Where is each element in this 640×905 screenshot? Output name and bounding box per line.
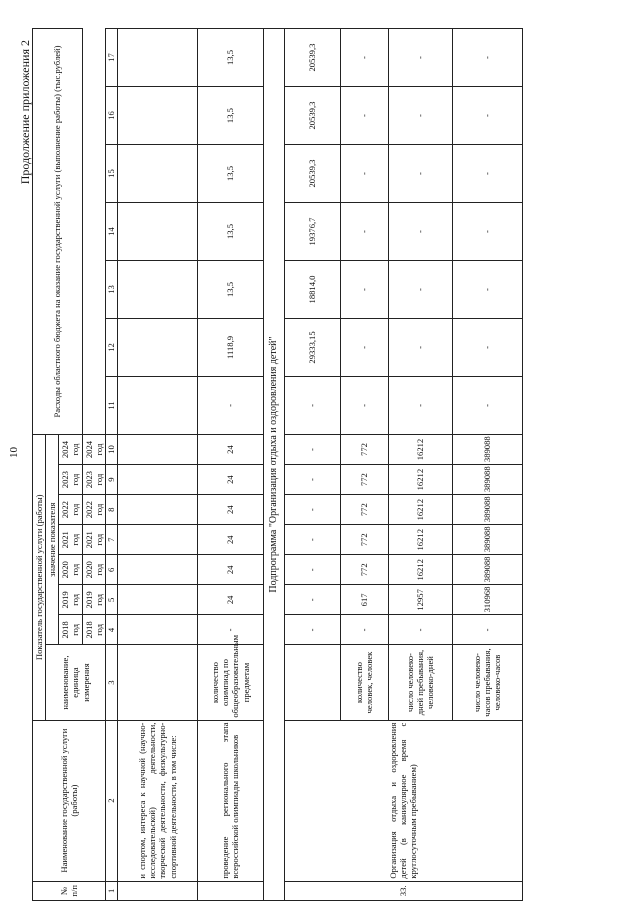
value-cell: - <box>388 318 452 376</box>
col-number: 14 <box>105 203 117 261</box>
value-cell: - <box>340 615 388 645</box>
row-no <box>197 881 263 900</box>
page-number: 10 <box>8 447 20 458</box>
service-name: проведение регионального этапа всероссийской олимпиады школьников <box>197 720 263 881</box>
value-cell: - <box>284 465 340 495</box>
col-number: 8 <box>105 495 117 525</box>
col-number: 17 <box>105 29 117 87</box>
value-cell: 13,5 <box>197 261 263 319</box>
subprogram-row <box>263 29 284 901</box>
value-cell: - <box>340 376 388 434</box>
value-cell: - <box>284 525 340 555</box>
col-number: 7 <box>105 525 117 555</box>
subprogram-title: Подпрограмма "Организация отдыха и оздоровления детей" <box>263 29 284 901</box>
col-number: 5 <box>105 585 117 615</box>
value-cell <box>117 318 197 376</box>
value-cell: 772 <box>340 495 388 525</box>
year-2021: 2021 год <box>59 525 82 555</box>
value-cell: - <box>197 376 263 434</box>
value-cell: 16212 <box>388 555 452 585</box>
value-cell <box>117 376 197 434</box>
value-cell: - <box>340 261 388 319</box>
col-number: 6 <box>105 555 117 585</box>
value-cell <box>117 434 197 464</box>
header-col-name: Наименование государственной услуги (работы) <box>33 720 106 881</box>
unit-cell: количество олимпиад по общеобразовательным предметам <box>197 645 263 720</box>
value-cell <box>117 29 197 87</box>
services-table <box>32 28 523 901</box>
col-number: 4 <box>105 615 117 645</box>
value-cell: 16212 <box>388 525 452 555</box>
year-2020: 2020 год <box>59 555 82 585</box>
value-cell: 389088 <box>452 465 522 495</box>
col-number: 13 <box>105 261 117 319</box>
value-cell: 16212 <box>388 495 452 525</box>
value-cell: - <box>340 318 388 376</box>
value-cell <box>117 555 197 585</box>
value-cell: 29333,15 <box>284 318 340 376</box>
year-2022: 2022 год <box>59 495 82 525</box>
header-expenses: Расходы областного бюджета на оказание государственной услуги (выполнение работы) (тыс.рублей) <box>33 29 83 435</box>
value-cell <box>117 203 197 261</box>
year-2023: 2023 год <box>59 465 82 495</box>
value-cell: 772 <box>340 465 388 495</box>
value-cell: 20539,3 <box>284 87 340 145</box>
exp-year-2023: 2023 год <box>82 465 105 495</box>
value-cell <box>117 525 197 555</box>
value-cell: 310968 <box>452 585 522 615</box>
value-cell: - <box>388 145 452 203</box>
col-number: 15 <box>105 145 117 203</box>
continuation-label: Продолжение приложения 2 <box>18 40 32 185</box>
value-cell: 1118,9 <box>197 318 263 376</box>
row-no: 33. <box>284 881 522 900</box>
exp-year-2020: 2020 год <box>82 555 105 585</box>
exp-year-2021: 2021 год <box>82 525 105 555</box>
header-col-no: № п/п <box>33 881 106 900</box>
value-cell: - <box>452 87 522 145</box>
value-cell <box>117 87 197 145</box>
col-number: 10 <box>105 434 117 464</box>
row-no <box>117 881 197 900</box>
year-2018: 2018 год <box>59 615 82 645</box>
value-cell: 13,5 <box>197 87 263 145</box>
value-cell: - <box>284 555 340 585</box>
value-cell: 389088 <box>452 434 522 464</box>
value-cell: - <box>284 495 340 525</box>
value-cell: - <box>388 203 452 261</box>
value-cell <box>117 495 197 525</box>
unit-cell: число человеко-часов пребывания, человеко-часов <box>452 645 522 720</box>
header-row-1 <box>33 29 46 901</box>
unit-cell: количество человек, человек <box>340 645 388 720</box>
year-2024: 2024 год <box>59 434 82 464</box>
value-cell: - <box>388 87 452 145</box>
table-row <box>284 29 340 901</box>
value-cell: - <box>452 318 522 376</box>
value-cell <box>117 585 197 615</box>
value-cell: - <box>340 145 388 203</box>
value-cell: 24 <box>197 525 263 555</box>
value-cell: 16212 <box>388 434 452 464</box>
value-cell <box>117 261 197 319</box>
value-cell: 772 <box>340 525 388 555</box>
value-cell: 13,5 <box>197 29 263 87</box>
exp-year-2024: 2024 год <box>82 434 105 464</box>
value-cell: - <box>388 261 452 319</box>
unit-cell: число человеко-дней пребывания, человеко-дней <box>388 645 452 720</box>
value-cell: - <box>452 261 522 319</box>
value-cell: - <box>452 145 522 203</box>
unit-cell <box>117 645 197 720</box>
header-indicator-values: значение показателя <box>46 434 59 645</box>
value-cell: 389088 <box>452 495 522 525</box>
value-cell <box>117 145 197 203</box>
value-cell: - <box>452 615 522 645</box>
service-name: Организация отдыха и оздоровления детей (в каникулярное время с круглосуточным пребыванием) <box>284 720 522 881</box>
value-cell: - <box>340 29 388 87</box>
value-cell: - <box>284 615 340 645</box>
value-cell: - <box>340 203 388 261</box>
value-cell: 24 <box>197 434 263 464</box>
exp-year-2018: 2018 год <box>82 615 105 645</box>
value-cell: - <box>197 615 263 645</box>
col-number: 11 <box>105 376 117 434</box>
value-cell: 772 <box>340 555 388 585</box>
value-cell: 20539,3 <box>284 29 340 87</box>
value-cell: 13,5 <box>197 203 263 261</box>
value-cell: 12957 <box>388 585 452 615</box>
col-number: 3 <box>105 645 117 720</box>
col-number: 12 <box>105 318 117 376</box>
exp-year-2019: 2019 год <box>82 585 105 615</box>
value-cell: - <box>452 376 522 434</box>
col-number: 2 <box>105 720 117 881</box>
value-cell: 389088 <box>452 525 522 555</box>
value-cell: 389088 <box>452 555 522 585</box>
value-cell: 19376,7 <box>284 203 340 261</box>
exp-year-2022: 2022 год <box>82 495 105 525</box>
value-cell: 24 <box>197 585 263 615</box>
value-cell: - <box>284 434 340 464</box>
value-cell: 20539,3 <box>284 145 340 203</box>
value-cell: - <box>284 376 340 434</box>
value-cell: - <box>452 203 522 261</box>
header-unit-name: наименование, единица измерения <box>46 645 106 720</box>
year-2019: 2019 год <box>59 585 82 615</box>
value-cell: 24 <box>197 555 263 585</box>
table-row <box>117 29 197 901</box>
value-cell: - <box>388 29 452 87</box>
value-cell: 772 <box>340 434 388 464</box>
value-cell <box>117 615 197 645</box>
unit-cell <box>284 645 340 720</box>
value-cell <box>117 465 197 495</box>
header-indicator-group: Показатель государственной услуги (работы) <box>33 434 46 720</box>
col-number: 9 <box>105 465 117 495</box>
value-cell: 13,5 <box>197 145 263 203</box>
value-cell: - <box>340 87 388 145</box>
value-cell: 24 <box>197 495 263 525</box>
value-cell: 24 <box>197 465 263 495</box>
value-cell: 18814,0 <box>284 261 340 319</box>
value-cell: - <box>388 615 452 645</box>
value-cell: - <box>452 29 522 87</box>
col-number: 16 <box>105 87 117 145</box>
col-number: 1 <box>105 881 117 900</box>
table-row <box>197 29 263 901</box>
value-cell: - <box>284 585 340 615</box>
value-cell: 617 <box>340 585 388 615</box>
service-name: и спортом, интереса к научной (научно-исследовательской) деятельности, творческой деятельности, физкультурно-спортивной деятельности, в том числе: <box>117 720 197 881</box>
value-cell: 16212 <box>388 465 452 495</box>
value-cell: - <box>388 376 452 434</box>
column-numbers-row <box>105 29 117 901</box>
